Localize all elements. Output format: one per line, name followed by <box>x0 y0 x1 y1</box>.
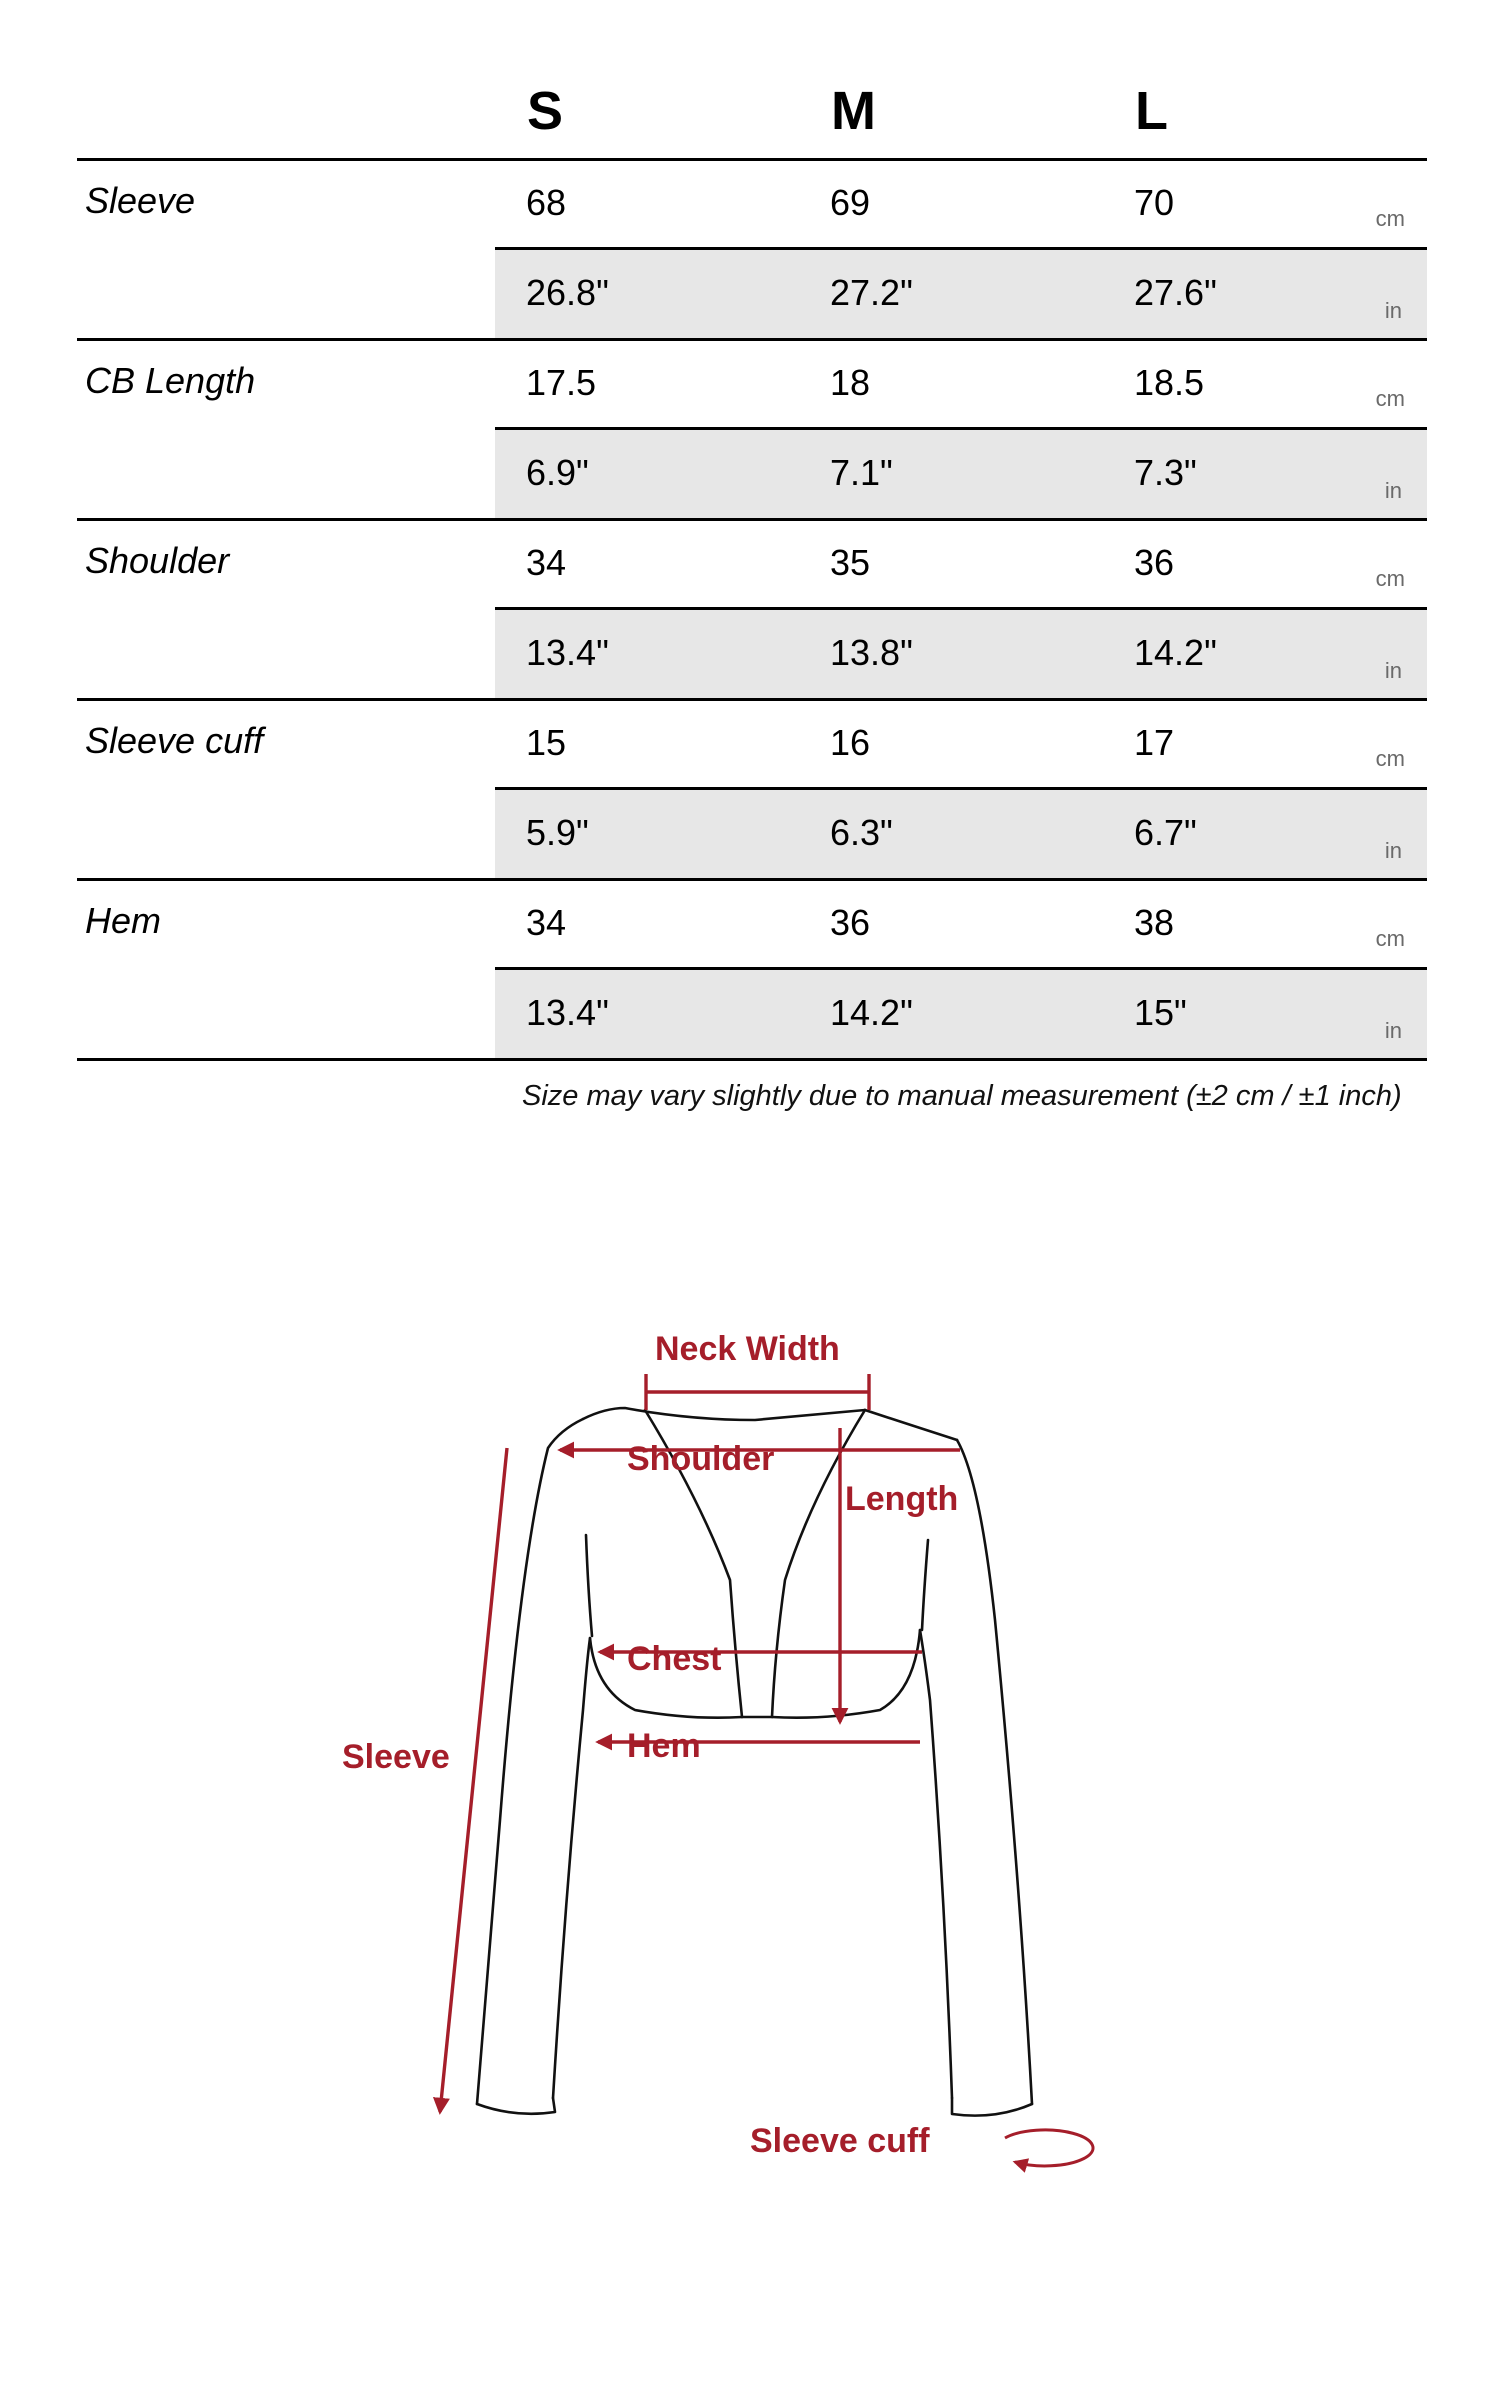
cell-value: 15 <box>526 722 567 763</box>
unit-label: in <box>1384 838 1402 863</box>
size-header-m: M <box>831 81 876 141</box>
cell-value: 14.2" <box>1134 632 1217 673</box>
unit-label: in <box>1384 1018 1402 1043</box>
size-header-s: S <box>527 81 564 141</box>
cell-value: 17.5 <box>526 362 597 403</box>
cell-value: 6.7" <box>1134 812 1197 853</box>
size-header-l: L <box>1135 81 1168 141</box>
measurement-label: Shoulder <box>85 540 230 581</box>
cell-value: 36 <box>830 902 871 943</box>
length-label: Length <box>845 1480 959 1518</box>
unit-label: in <box>1384 478 1402 503</box>
cell-value: 13.4" <box>526 632 609 673</box>
cell-value: 14.2" <box>830 992 913 1033</box>
cell-value: 13.4" <box>526 992 609 1033</box>
cell-value: 7.1" <box>830 452 893 493</box>
sleeve-label: Sleeve <box>342 1738 450 1776</box>
chest-label: Chest <box>627 1640 722 1678</box>
cell-value: 38 <box>1134 902 1175 943</box>
sleeve-cuff-arrow <box>1005 2130 1093 2166</box>
unit-label: in <box>1384 298 1402 323</box>
measurement-label: Sleeve cuff <box>85 720 264 761</box>
unit-label: cm <box>1375 926 1405 951</box>
cell-value: 18.5 <box>1134 362 1205 403</box>
cell-value: 70 <box>1134 182 1175 223</box>
cell-value: 68 <box>526 182 567 223</box>
measurement-note: Size may vary slightly due to manual measurement (±2 cm / ±1 inch) <box>522 1080 1402 1112</box>
unit-label: cm <box>1375 566 1405 591</box>
cell-value: 17 <box>1134 722 1175 763</box>
cell-value: 36 <box>1134 542 1175 583</box>
cell-value: 16 <box>830 722 871 763</box>
cell-value: 7.3" <box>1134 452 1197 493</box>
neck-width-label: Neck Width <box>655 1330 840 1368</box>
cell-value: 26.8" <box>526 272 609 313</box>
sleeve-arrow <box>440 1448 507 2112</box>
cell-value: 27.2" <box>830 272 913 313</box>
cell-value: 6.9" <box>526 452 589 493</box>
cell-value: 13.8" <box>830 632 913 673</box>
cell-value: 34 <box>526 542 567 583</box>
cell-value: 69 <box>830 182 871 223</box>
shoulder-label: Shoulder <box>627 1440 775 1478</box>
measurement-label: Hem <box>85 900 162 941</box>
cell-value: 6.3" <box>830 812 893 853</box>
unit-label: cm <box>1375 746 1405 771</box>
sleeve-cuff-label: Sleeve cuff <box>750 2122 930 2160</box>
cell-value: 18 <box>830 362 871 403</box>
cell-value: 27.6" <box>1134 272 1217 313</box>
unit-label: cm <box>1375 386 1405 411</box>
unit-label: in <box>1384 658 1402 683</box>
cell-value: 15" <box>1134 992 1187 1033</box>
cell-value: 35 <box>830 542 871 583</box>
cell-value: 5.9" <box>526 812 589 853</box>
measurement-label: Sleeve <box>85 180 196 221</box>
hem-label: Hem <box>627 1727 701 1765</box>
measurement-label: CB Length <box>85 360 256 401</box>
unit-label: cm <box>1375 206 1405 231</box>
cell-value: 34 <box>526 902 567 943</box>
